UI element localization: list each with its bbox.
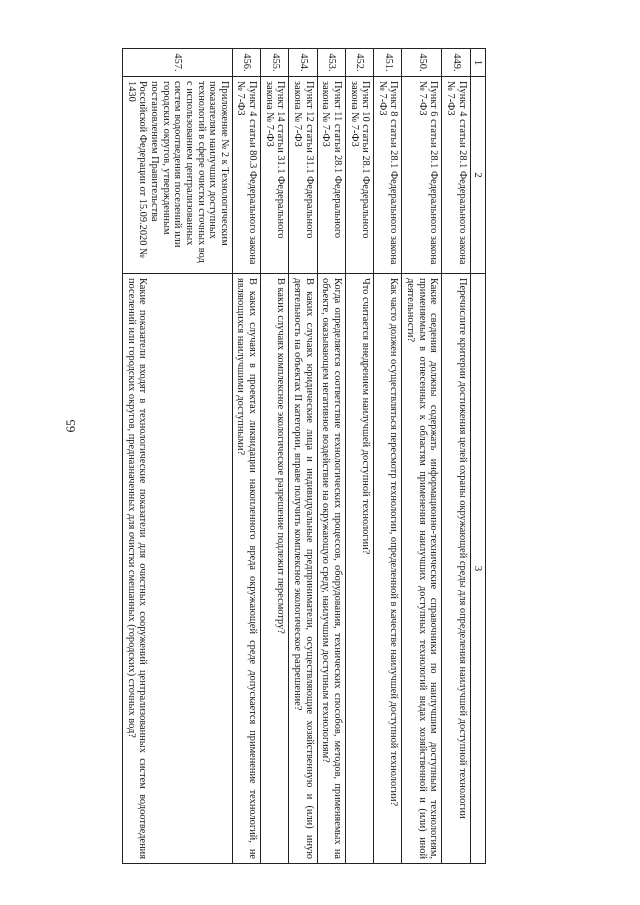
row-question: В каких случаях юридические лица и индивидуальные предприниматели, осуществляющие хозяйственную и (или) иную деятельность на объектах II категории, вправе получить комплексное экологическое разрешение? — [289, 274, 317, 864]
table-row — [317, 49, 345, 864]
header-col-3: 3 — [470, 274, 485, 864]
row-legal-basis: Пункт 4 статьи 80.3 Федерального закона № 7-ФЗ — [232, 77, 260, 274]
row-question: Какие сведения должны содержать информационно-технические справочники по наилучшим доступным технологиям, применяемым в отнесенных к областям применения наилучших доступных технологий видах хозяйственной и (или) иной деятельности? — [402, 274, 442, 864]
row-number: 452. — [345, 49, 373, 77]
rotated-table-container — [86, 48, 486, 863]
row-number: 455. — [261, 49, 289, 77]
table-row — [261, 49, 289, 864]
table-row — [289, 49, 317, 864]
header-col-1: 1 — [470, 49, 485, 77]
row-question: Какие показатели входят в технологические показатели для очистных сооружений централизованных систем водоотведения поселений или городских округов, предназначенных для очистки смешанных (городских) сточных вод? — [123, 274, 233, 864]
row-legal-basis: Пункт 8 статьи 28.1 Федерального закона № 7-ФЗ — [374, 77, 402, 274]
table-row — [232, 49, 260, 864]
row-question: В каких случаях в проектах ликвидации накопленного вреда окружающей среде допускается применение технологий, не являющихся наилучшими доступными? — [232, 274, 260, 864]
table-row — [123, 49, 233, 864]
header-col-2: 2 — [470, 77, 485, 274]
row-legal-basis: Пункт 14 статьи 31.1 Федерального закона № 7-ФЗ — [261, 77, 289, 274]
row-question: Что считается внедрением наилучшей доступной технологии? — [345, 274, 373, 864]
table-row — [402, 49, 442, 864]
row-number: 454. — [289, 49, 317, 77]
row-question: В каких случаях комплексное экологическое разрешение подлежит пересмотру? — [261, 274, 289, 864]
row-legal-basis: Приложение № 2 к Технологическим показателям наилучших доступных технологий в сфере очистки сточных вод с использованием централизованных систем водоотведения поселений или городских округов, утвержденным постановлением Правительства Российской Федерации от 15.09.2020 № 1430 — [123, 77, 233, 274]
questions-table — [122, 48, 486, 864]
row-number: 453. — [317, 49, 345, 77]
table-row — [345, 49, 373, 864]
row-legal-basis: Пункт 10 статьи 28.1 Федерального закона № 7-ФЗ — [345, 77, 373, 274]
row-number: 449. — [442, 49, 470, 77]
row-question: Когда определяется соответствие технологических процессов, оборудования, технических способов, методов, применяемых на объекте, оказывающем негативное воздействие на окружающую среду, наилучшим доступным технологиям? — [317, 274, 345, 864]
row-number: 456. — [232, 49, 260, 77]
table-row — [374, 49, 402, 864]
row-question: Как часто должен осуществляться пересмотр технологии, определенной в качестве наилучшей доступной технологии? — [374, 274, 402, 864]
table-header-row — [470, 49, 485, 864]
row-question: Перечислите критерии достижения целей охраны окружающей среды для определения наилучшей доступной технологии — [442, 274, 470, 864]
row-number: 451. — [374, 49, 402, 77]
row-legal-basis: Пункт 12 статьи 31.1 Федерального закона № 7-ФЗ — [289, 77, 317, 274]
row-number: 457. — [123, 49, 233, 77]
row-number: 450. — [402, 49, 442, 77]
row-legal-basis: Пункт 4 статьи 28.1 Федерального закона № 7-ФЗ — [442, 77, 470, 274]
page-number: 65 — [63, 419, 78, 433]
row-legal-basis: Пункт 11 статьи 28.1 Федерального закона № 7-ФЗ — [317, 77, 345, 274]
table-row — [442, 49, 470, 864]
row-legal-basis: Пункт 6 статьи 28.1 Федерального закона № 7-ФЗ — [402, 77, 442, 274]
